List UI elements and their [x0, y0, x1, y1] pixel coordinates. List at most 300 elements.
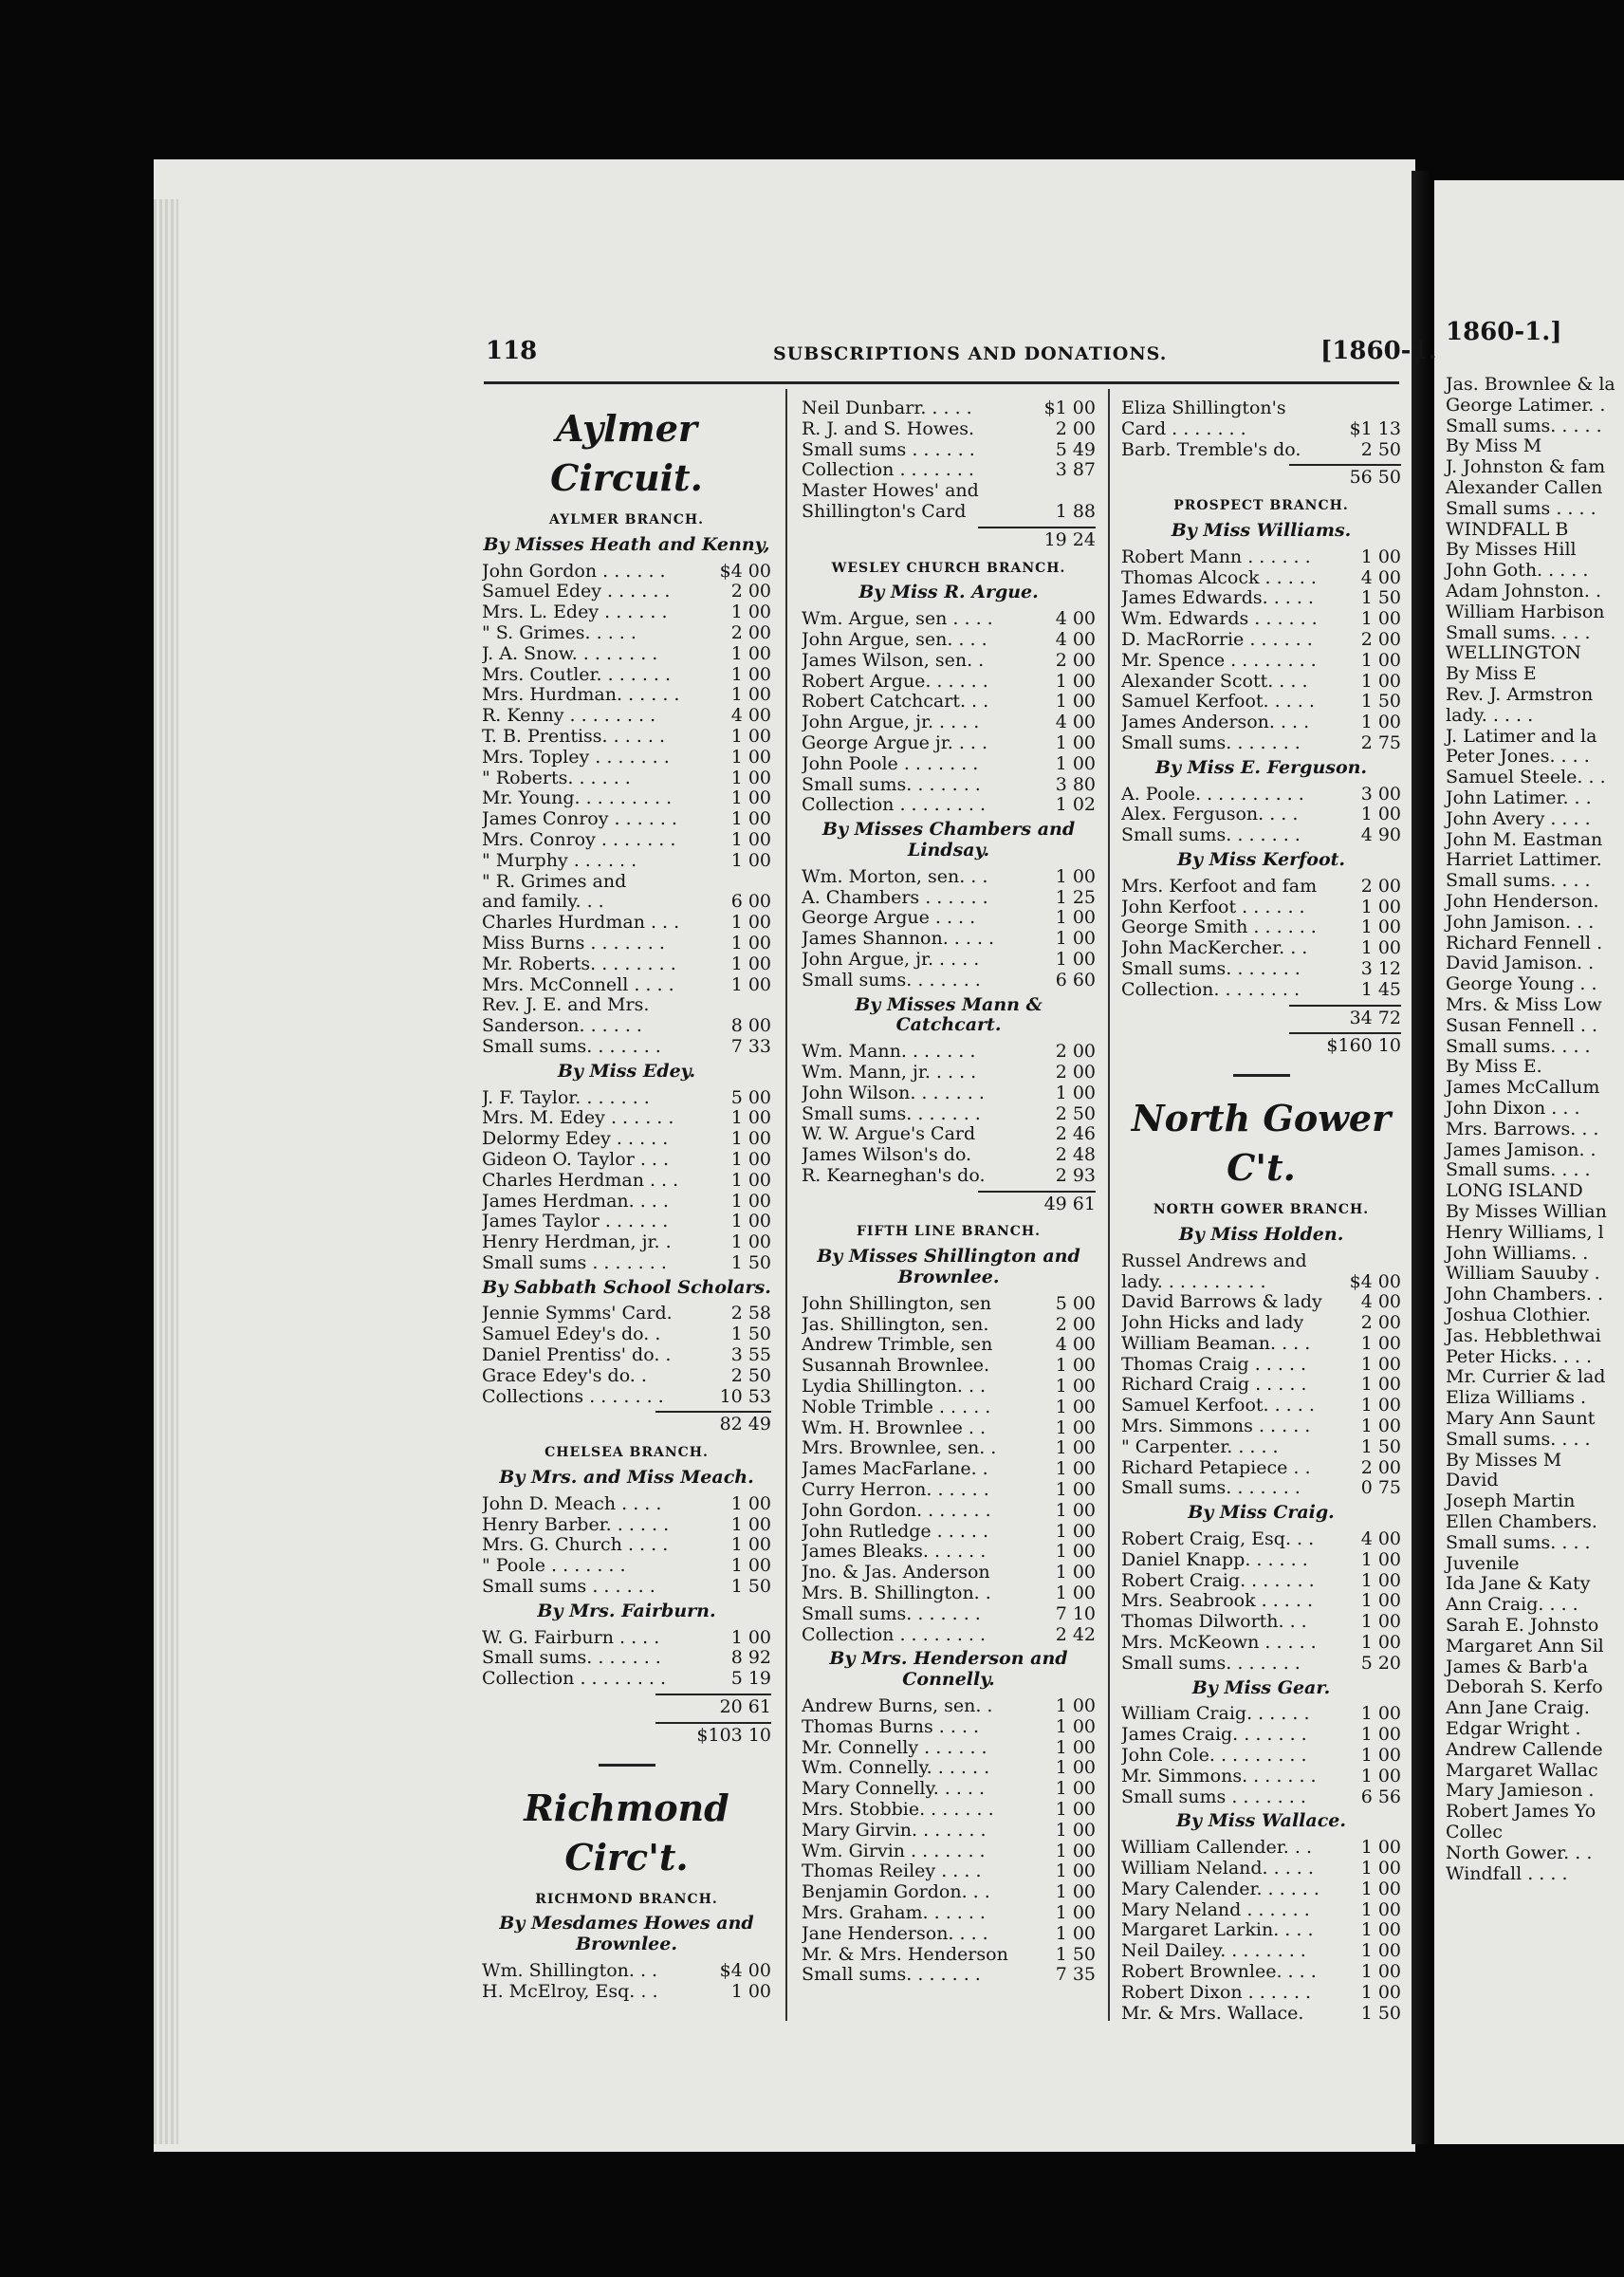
- collector-heading: By Miss Craig.: [1188, 1502, 1335, 1524]
- subtotal-amount: 19 24: [1043, 528, 1096, 550]
- entry-amount: 2 00: [1360, 1456, 1401, 1478]
- entry-amount: 1 00: [730, 1534, 771, 1556]
- right-page-line: John Latimer. . .: [1446, 787, 1592, 808]
- entry-name: R. J. and S. Howes.: [802, 418, 975, 439]
- entry-name: Small sums . . . . . . .: [482, 1252, 667, 1273]
- subtotal-amount: 49 61: [1043, 1193, 1096, 1214]
- entry-amount: 1 00: [1055, 907, 1096, 929]
- entry-name: Collections . . . . . . .: [482, 1386, 664, 1407]
- right-page-line: Sarah E. Johnsto: [1446, 1615, 1599, 1636]
- entry-amount: 6 56: [1360, 1786, 1401, 1807]
- entry-amount: 2 46: [1055, 1123, 1096, 1145]
- right-page-line: John Henderson.: [1446, 891, 1599, 912]
- entry-amount: 1 00: [1360, 804, 1401, 825]
- entry-name: Wm. Girvin . . . . . . .: [802, 1841, 986, 1861]
- entry-amount: 2 50: [730, 1364, 771, 1386]
- entry-name: " Murphy . . . . . .: [482, 850, 637, 871]
- entry-row: [1121, 419, 1401, 440]
- right-page-line: Juvenile: [1446, 1552, 1520, 1574]
- subtotal: [978, 1191, 1096, 1215]
- column-3: [1121, 398, 1401, 2024]
- entry-name: John Kerfoot . . . . . .: [1121, 897, 1305, 917]
- entry-name: John Gordon. . . . . . .: [802, 1500, 991, 1521]
- entry-row: [1121, 938, 1401, 959]
- entry-name: Small sums. . . . . . .: [482, 1648, 661, 1669]
- entry-amount: 1 00: [1360, 1611, 1401, 1633]
- entry-amount: 1 02: [1055, 794, 1096, 816]
- entry-name: " Poole . . . . . . .: [482, 1556, 626, 1577]
- entry-row: [482, 1171, 771, 1192]
- entry-row: [482, 562, 771, 583]
- entry-name: Sanderson. . . . . .: [482, 1016, 642, 1037]
- entry-name: Charles Hurdman . . .: [482, 913, 680, 934]
- entry-amount: 1 00: [1360, 1632, 1401, 1654]
- entry-row: [1121, 630, 1401, 651]
- column-rule: [1108, 389, 1110, 2021]
- entry-amount: 1 00: [1360, 1332, 1401, 1354]
- entry-row: [482, 975, 771, 996]
- entry-amount: 1 00: [1055, 670, 1096, 692]
- entry-row: [482, 706, 771, 727]
- entry-name: Wm. Morton, sen. . .: [802, 866, 988, 887]
- entry-name: James Wilson, sen. .: [802, 650, 985, 671]
- entry-name: John Argue, jr. . . . .: [802, 713, 980, 733]
- entry-amount: 2 50: [1055, 1102, 1096, 1124]
- entry-name: Small sums. . . . . . .: [802, 970, 981, 990]
- entry-row: [802, 971, 1096, 991]
- entry-name: James Craig. . . . . . .: [1121, 1725, 1307, 1746]
- collector-heading: By Misses Heath and Kenny,: [483, 533, 770, 555]
- entry-row: [482, 788, 771, 809]
- right-page-line: Mary Ann Saunt: [1446, 1408, 1596, 1429]
- entry-name: Mrs. Topley . . . . . . .: [482, 747, 670, 768]
- entry-row: [482, 1648, 771, 1669]
- entry-name: William Craig. . . . . .: [1121, 1704, 1310, 1725]
- entry-row: [1121, 1983, 1401, 2004]
- entry-amount: 6 00: [730, 891, 771, 913]
- subtotal: [1289, 464, 1401, 489]
- entry-name: " R. Grimes and: [482, 871, 627, 892]
- entry-amount: $4 00: [719, 1960, 771, 1982]
- entry-row: [802, 1042, 1096, 1063]
- entry-row: [1121, 877, 1401, 898]
- entry-amount: 2 75: [1360, 731, 1401, 753]
- entry-name: Wm. Shillington. . .: [482, 1961, 658, 1982]
- entry-amount: 1 00: [1360, 1898, 1401, 1920]
- entry-row: [1121, 959, 1401, 980]
- entry-name: Thomas Dilworth. . .: [1121, 1612, 1307, 1633]
- entry-name: Mrs. Hurdman. . . . . .: [482, 685, 680, 706]
- entry-amount: 1 50: [1055, 1943, 1096, 1965]
- entry-row: [482, 623, 771, 644]
- entry-name: Mrs. Stobbie. . . . . . .: [802, 1800, 994, 1820]
- entry-name: Daniel Knapp. . . . . .: [1121, 1549, 1308, 1570]
- entry-row: [802, 609, 1096, 630]
- entry-name: Small sums . . . . . .: [482, 1577, 655, 1598]
- entry-name: Mr. Simmons. . . . . . .: [1121, 1766, 1317, 1786]
- entry-amount: 1 00: [1360, 1837, 1401, 1859]
- entry-amount: 1 00: [1055, 928, 1096, 950]
- entry-amount: 1 00: [730, 1980, 771, 2002]
- entry-row: [1121, 1272, 1401, 1293]
- circuit-title: North Gower C't.: [1131, 1097, 1392, 1190]
- right-page-line: By Miss E: [1446, 663, 1537, 685]
- entry-row: [1121, 1355, 1401, 1376]
- entry-name: Mr. & Mrs. Wallace.: [1121, 2003, 1304, 2024]
- subtotal-amount: 82 49: [719, 1414, 771, 1435]
- right-page-line: George Young . .: [1446, 973, 1597, 995]
- right-page-line: Collec: [1446, 1822, 1504, 1842]
- entry-row: [482, 602, 771, 623]
- entry-amount: 1 50: [1360, 587, 1401, 609]
- column-rule: [785, 389, 787, 2021]
- right-page-line: Small sums. . . .: [1446, 1428, 1591, 1450]
- entry-name: Small sums. . . . . . .: [1121, 732, 1301, 753]
- right-page-line: Henry Williams, l: [1446, 1221, 1604, 1243]
- entry-name: Robert Craig, Esq. . .: [1121, 1529, 1315, 1550]
- entry-row: [802, 419, 1096, 440]
- entry-name: Robert Mann . . . . . .: [1121, 546, 1311, 567]
- entry-amount: 1 00: [1360, 1981, 1401, 2003]
- entry-row: [802, 460, 1096, 481]
- right-page-line: WELLINGTON: [1446, 642, 1581, 664]
- entry-amount: 1 00: [730, 1211, 771, 1232]
- entry-name: Alexander Scott. . . .: [1121, 671, 1308, 692]
- entry-amount: 1 00: [1360, 712, 1401, 733]
- entry-amount: 1 00: [1055, 1416, 1096, 1438]
- entry-amount: 2 00: [1055, 649, 1096, 671]
- entry-amount: 3 00: [1360, 783, 1401, 805]
- branch-heading: AYLMER BRANCH.: [548, 512, 705, 528]
- entry-amount: 1 00: [730, 767, 771, 788]
- entry-row: [802, 1842, 1096, 1862]
- entry-row: [802, 1377, 1096, 1398]
- entry-name: Mrs. M. Edey . . . . . .: [482, 1108, 674, 1129]
- right-page-line: John Chambers. .: [1446, 1284, 1604, 1305]
- entry-row: [1121, 1251, 1401, 1272]
- entry-amount: 1 00: [1360, 649, 1401, 671]
- right-page-line: John Avery . . . .: [1446, 807, 1591, 829]
- subtotal-amount: $160 10: [1326, 1035, 1401, 1057]
- right-page-line: Small sums. . . .: [1446, 1035, 1591, 1057]
- entry-row: [1121, 713, 1401, 733]
- entry-row: [1121, 1313, 1401, 1334]
- entry-row: [482, 934, 771, 954]
- entry-row: [802, 502, 1096, 523]
- entry-amount: 1 50: [730, 1251, 771, 1273]
- entry-row: [802, 1924, 1096, 1945]
- entry-row: [482, 1108, 771, 1129]
- entry-name: Thomas Craig . . . . .: [1121, 1354, 1307, 1375]
- entry-name: Collection . . . . . . . .: [802, 795, 987, 816]
- entry-row: [482, 768, 771, 789]
- entry-row: [802, 908, 1096, 929]
- entry-row: [482, 1535, 771, 1556]
- entry-amount: 4 00: [1055, 628, 1096, 650]
- entry-amount: 1 00: [1055, 865, 1096, 887]
- entry-amount: 2 00: [1055, 1061, 1096, 1083]
- entry-amount: 1 00: [730, 663, 771, 685]
- entry-row: [482, 685, 771, 706]
- entry-row: [1121, 547, 1401, 568]
- entry-amount: 1 50: [1360, 691, 1401, 713]
- entry-row: [482, 1387, 771, 1408]
- right-page-line: Andrew Callende: [1446, 1738, 1603, 1760]
- entry-amount: 8 00: [730, 1015, 771, 1037]
- entry-name: John Gordon . . . . . .: [482, 561, 666, 582]
- entry-name: R. Kenny . . . . . . . .: [482, 706, 656, 727]
- right-page-line: Samuel Steele. . .: [1446, 767, 1606, 788]
- entry-name: James Herdman. . . .: [482, 1191, 669, 1212]
- entry-name: Wm. Connelly. . . . . .: [802, 1758, 990, 1779]
- entry-name: A. Chambers . . . . . .: [802, 887, 988, 908]
- right-page-line: Margaret Ann Sil: [1446, 1635, 1604, 1657]
- right-page-line: Mr. Currier & lad: [1446, 1366, 1606, 1388]
- entry-name: James Anderson. . . .: [1121, 713, 1310, 733]
- entry-amount: [1022, 481, 1096, 502]
- entry-row: [482, 748, 771, 768]
- entry-amount: 1 00: [1055, 1922, 1096, 1944]
- collector-heading: By Mrs. Fairburn.: [537, 1600, 716, 1621]
- entry-row: [482, 913, 771, 934]
- entry-name: " Roberts. . . . . .: [482, 768, 631, 788]
- entry-name: Mary Neland . . . . . .: [1121, 1899, 1310, 1920]
- entry-row: [1121, 1458, 1401, 1479]
- page-edge: [154, 199, 178, 2144]
- entry-name: lady. . . . . . . . . .: [1121, 1271, 1266, 1292]
- entry-row: [802, 1945, 1096, 1966]
- entry-name: Grace Edey's do. .: [482, 1365, 647, 1386]
- entry-row: [482, 892, 771, 913]
- entry-amount: 7 35: [1055, 1964, 1096, 1986]
- entry-row: [802, 950, 1096, 971]
- entry-row: [802, 1063, 1096, 1083]
- entry-name: William Neland. . . . .: [1121, 1859, 1314, 1879]
- entry-row: [802, 1398, 1096, 1418]
- entry-amount: 7 33: [730, 1035, 771, 1057]
- entry-amount: 8 92: [730, 1647, 771, 1669]
- entry-name: Robert Catchcart. . .: [802, 692, 989, 713]
- branch-heading: WESLEY CHURCH BRANCH.: [831, 560, 1066, 576]
- branch-heading: CHELSEA BRANCH.: [544, 1445, 709, 1461]
- entry-name: Mrs. L. Edey . . . . . .: [482, 602, 668, 623]
- entry-amount: [1327, 1251, 1401, 1272]
- entry-name: Mary Connelly. . . . .: [802, 1779, 986, 1800]
- subtotal: [1289, 1032, 1401, 1057]
- entry-amount: 1 00: [1055, 1819, 1096, 1841]
- entry-name: J. F. Taylor. . . . . . .: [482, 1087, 650, 1108]
- entry-name: James Edwards. . . . .: [1121, 588, 1314, 609]
- entry-row: [802, 1335, 1096, 1356]
- entry-name: James Conroy . . . . . .: [482, 809, 677, 830]
- right-page-line: James McCallum: [1446, 1077, 1600, 1099]
- entry-row: [1121, 609, 1401, 630]
- entry-amount: 4 00: [1360, 1528, 1401, 1550]
- entry-row: [802, 1315, 1096, 1336]
- entry-name: Robert Dixon . . . . . .: [1121, 1982, 1312, 2003]
- entry-amount: 1 00: [1360, 896, 1401, 917]
- entry-row: [1121, 1571, 1401, 1592]
- entry-name: James MacFarlane. .: [802, 1459, 988, 1480]
- subtotal: [655, 1411, 771, 1435]
- entry-name: Samuel Kerfoot. . . . .: [1121, 692, 1315, 713]
- entry-amount: 1 00: [730, 684, 771, 706]
- entry-name: Jane Henderson. . . .: [802, 1923, 988, 1944]
- entry-row: [1121, 588, 1401, 609]
- entry-amount: 1 00: [1360, 1961, 1401, 1982]
- entry-amount: 1 00: [1360, 546, 1401, 567]
- entry-name: William Beaman. . . .: [1121, 1333, 1311, 1354]
- entry-name: A. Poole. . . . . . . . . .: [1121, 784, 1304, 805]
- entry-row: [482, 1961, 771, 1982]
- entry-name: Wm. Edwards . . . . . .: [1121, 609, 1318, 630]
- right-page-line: Margaret Wallac: [1446, 1759, 1598, 1781]
- entry-row: [1121, 1612, 1401, 1633]
- entry-row: [1121, 1704, 1401, 1725]
- entry-row: [1121, 1859, 1401, 1879]
- entry-name: Mrs. B. Shillington. .: [802, 1583, 991, 1604]
- entry-name: Wm. Mann. . . . . . .: [802, 1042, 976, 1063]
- entry-row: [1121, 785, 1401, 805]
- entry-name: R. Kearneghan's do.: [802, 1165, 986, 1186]
- entry-amount: 1 00: [730, 828, 771, 850]
- entry-row: [802, 1882, 1096, 1903]
- entry-name: Collection. . . . . . . .: [1121, 979, 1300, 1000]
- entry-amount: 10 53: [719, 1385, 771, 1407]
- entry-name: David Barrows & lady: [1121, 1292, 1322, 1313]
- entry-row: [1121, 1920, 1401, 1941]
- entry-name: Small sums . . . . . . .: [1121, 1786, 1306, 1807]
- right-page-line: Small sums. . . .: [1446, 1531, 1591, 1553]
- entry-name: J. A. Snow. . . . . . . .: [482, 643, 658, 664]
- entry-row: [482, 1366, 771, 1387]
- right-page-line: William Sauuby .: [1446, 1263, 1600, 1285]
- entry-name: John Hicks and lady: [1121, 1313, 1304, 1334]
- right-page-line: James & Barb'a: [1446, 1656, 1589, 1677]
- right-page-line: Eliza Williams .: [1446, 1387, 1587, 1409]
- circuit-title: Aylmer Circuit.: [550, 407, 703, 499]
- entry-amount: 2 00: [730, 581, 771, 602]
- entry-amount: 1 00: [1055, 731, 1096, 753]
- entry-name: Delormy Edey . . . . .: [482, 1129, 669, 1150]
- entry-row: [1121, 1633, 1401, 1654]
- collector-heading: By Miss E. Ferguson.: [1154, 756, 1368, 778]
- entry-name: Mary Calender. . . . . .: [1121, 1879, 1320, 1899]
- branch-heading: NORTH GOWER BRANCH.: [1153, 1202, 1370, 1218]
- collector-heading: By Misses Mann & Catchcart.: [855, 993, 1043, 1036]
- branch-heading: PROSPECT BRANCH.: [1173, 498, 1349, 514]
- collector-heading: By Misses Shillington and Brownlee.: [817, 1246, 1080, 1288]
- entry-name: Richard Petapiece . .: [1121, 1457, 1311, 1478]
- entry-amount: 2 48: [1055, 1144, 1096, 1166]
- column-1: [482, 398, 771, 2003]
- entry-row: [482, 1304, 771, 1324]
- entry-row: [802, 1356, 1096, 1377]
- entry-row: [482, 995, 771, 1016]
- entry-name: H. McElroy, Esq. . .: [482, 1981, 658, 2002]
- entry-name: Alex. Ferguson. . . .: [1121, 805, 1299, 825]
- entry-amount: 1 00: [1360, 1395, 1401, 1416]
- right-page-line: Edgar Wright .: [1446, 1718, 1581, 1739]
- entry-name: Mrs. Conroy . . . . . . .: [482, 829, 676, 850]
- subtotal-amount: $103 10: [696, 1724, 771, 1746]
- entry-amount: 1 00: [1055, 1396, 1096, 1417]
- right-page-line: Jas. Brownlee & la: [1446, 374, 1615, 395]
- entry-row: [482, 1150, 771, 1171]
- entry-amount: 1 00: [730, 932, 771, 953]
- entry-name: Master Howes' and: [802, 481, 979, 502]
- right-page-line: Mary Jamieson .: [1446, 1780, 1595, 1802]
- entry-name: James Wilson's do.: [802, 1145, 972, 1166]
- entry-row: [802, 1294, 1096, 1315]
- entry-amount: 1 00: [730, 642, 771, 664]
- entry-row: [482, 1577, 771, 1598]
- running-title: SUBSCRIPTIONS AND DONATIONS.: [773, 343, 1168, 364]
- entry-amount: 1 00: [1055, 1840, 1096, 1861]
- right-page-line: LONG ISLAND: [1446, 1180, 1583, 1202]
- entry-amount: 1 25: [1055, 886, 1096, 908]
- entry-amount: 4 00: [1360, 566, 1401, 588]
- entry-row: [802, 1696, 1096, 1717]
- entry-name: Samuel Kerfoot. . . . .: [1121, 1396, 1315, 1416]
- right-page-line: Small sums. . . .: [1446, 870, 1591, 892]
- right-page-line: John Dixon . . .: [1446, 1098, 1580, 1119]
- entry-row: [482, 1232, 771, 1253]
- entry-amount: 1 00: [730, 1169, 771, 1191]
- entry-amount: 1 50: [1360, 2002, 1401, 2024]
- right-page-line: Alexander Callen: [1446, 477, 1603, 498]
- subtotal-amount: 34 72: [1349, 1007, 1401, 1028]
- entry-amount: 1 50: [730, 1324, 771, 1345]
- entry-row: [1121, 1879, 1401, 1900]
- entry-row: [802, 1522, 1096, 1543]
- entry-name: Mrs. McConnell . . . .: [482, 974, 674, 995]
- entry-amount: 4 00: [1055, 712, 1096, 733]
- entry-name: Mary Girvin. . . . . . .: [802, 1820, 987, 1841]
- entry-row: [1121, 651, 1401, 672]
- right-page-line: Harriet Lattimer.: [1446, 849, 1602, 871]
- entry-amount: 1 00: [730, 1231, 771, 1253]
- right-page-line: John M. Eastman: [1446, 828, 1603, 850]
- entry-amount: 1 00: [1055, 1799, 1096, 1820]
- collector-heading: By Mrs. and Miss Meach.: [499, 1467, 754, 1489]
- entry-amount: 1 00: [1055, 1695, 1096, 1717]
- entry-row: [1121, 1746, 1401, 1767]
- right-page-line: Small sums. . . .: [1446, 621, 1591, 643]
- entry-name: Mrs. McKeown . . . . .: [1121, 1633, 1317, 1654]
- entry-name: Small sums . . . . . .: [802, 439, 975, 460]
- entry-amount: 3 55: [730, 1344, 771, 1366]
- entry-name: Mrs. Simmons . . . . .: [1121, 1416, 1311, 1437]
- entry-row: [802, 754, 1096, 775]
- entry-amount: $4 00: [1349, 1270, 1401, 1292]
- entry-name: John Cole. . . . . . . . .: [1121, 1746, 1307, 1767]
- entry-amount: 7 10: [1055, 1602, 1096, 1624]
- right-page-line: Richard Fennell .: [1446, 932, 1603, 953]
- entry-amount: 1 00: [730, 746, 771, 768]
- entry-row: [802, 1501, 1096, 1522]
- collector-heading: By Sabbath School Scholars.: [482, 1276, 771, 1298]
- entry-name: John Argue, jr. . . . .: [802, 949, 980, 970]
- entry-amount: 1 00: [1360, 670, 1401, 692]
- entry-row: [482, 727, 771, 748]
- collector-heading: By Misses Chambers and Lindsay.: [821, 819, 1076, 861]
- entry-name: John Rutledge . . . . .: [802, 1521, 989, 1542]
- entry-amount: 1 00: [1055, 1881, 1096, 1903]
- entry-amount: 1 00: [1360, 1416, 1401, 1437]
- entry-name: Small sums. . . . . . .: [802, 1103, 981, 1124]
- subtotal-amount: 20 61: [719, 1696, 771, 1718]
